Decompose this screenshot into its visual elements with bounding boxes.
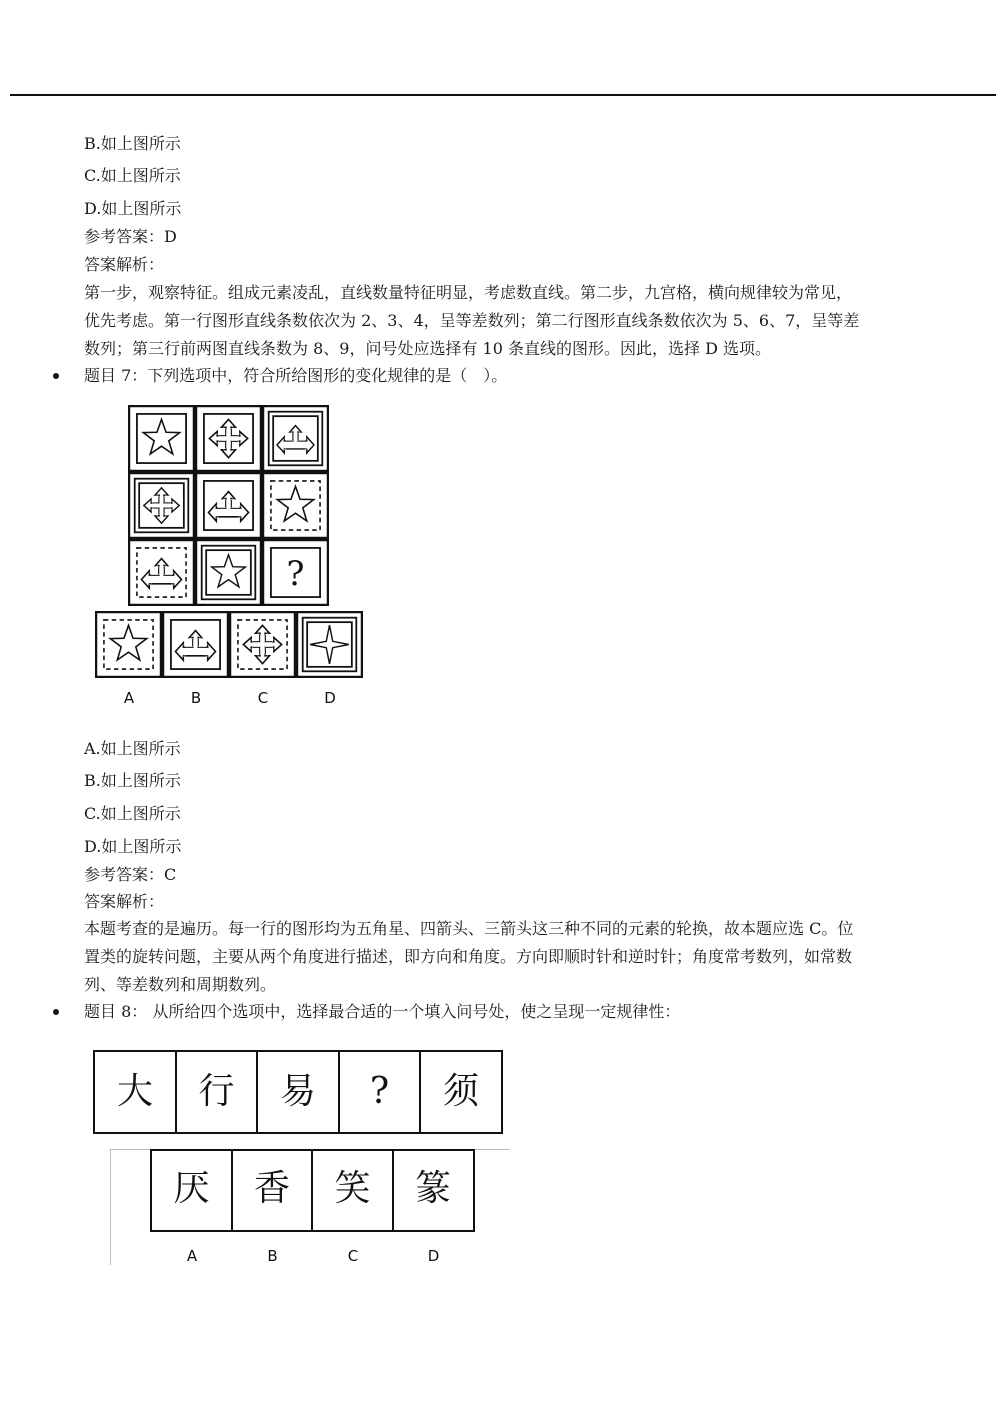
option-line: B.如上图所示 xyxy=(84,134,181,153)
answer-line: 参考答案：D xyxy=(84,227,177,246)
choice-char: 厌 xyxy=(173,1168,210,1209)
analysis-line: 优先考虑。第一行图形直线条数依次为 2、3、4，呈等差数列；第二行图形直线条数依次为 5、6、7，呈等差 xyxy=(84,311,860,330)
option-line: B.如上图所示 xyxy=(84,771,181,790)
question-8-figure xyxy=(90,1045,510,1270)
bullet xyxy=(53,1009,59,1015)
figure-cell xyxy=(128,539,195,606)
figure-cell xyxy=(296,611,363,678)
bullet xyxy=(53,373,59,379)
sequence-char: 行 xyxy=(198,1071,235,1112)
analysis-text xyxy=(84,279,944,363)
sequence-cell xyxy=(338,1050,422,1134)
figure-cell xyxy=(195,539,262,606)
sequence-cell xyxy=(256,1050,340,1134)
sequence-cell xyxy=(175,1050,259,1134)
choice-label-a: A xyxy=(123,689,135,707)
sequence-cell xyxy=(419,1050,503,1134)
sequence-char: 大 xyxy=(116,1071,153,1112)
figure-cell xyxy=(195,405,262,472)
option-line: D.如上图所示 xyxy=(84,199,182,218)
sequence-char: 须 xyxy=(442,1071,479,1112)
option-line: C.如上图所示 xyxy=(84,166,181,185)
analysis-label: 答案解析： xyxy=(84,255,165,274)
figure-cell xyxy=(262,539,329,606)
sequence-char: 易 xyxy=(279,1071,316,1112)
answer-line: 参考答案：C xyxy=(84,865,177,884)
figure-cell xyxy=(162,611,229,678)
option-line: D.如上图所示 xyxy=(84,837,182,856)
choice-label-b: B xyxy=(267,1247,278,1265)
sequence-cell xyxy=(93,1050,177,1134)
choice-label-c: C xyxy=(257,689,269,707)
choice-cell-a xyxy=(150,1149,233,1232)
choice-label-d: D xyxy=(427,1247,440,1265)
choice-char: 篆 xyxy=(414,1168,451,1209)
figure-divider xyxy=(110,1149,111,1265)
choice-cell-d xyxy=(392,1149,475,1232)
choice-char: 香 xyxy=(253,1168,290,1209)
analysis-label: 答案解析： xyxy=(84,892,165,911)
figure-cell xyxy=(195,472,262,539)
option-line: C.如上图所示 xyxy=(84,804,181,823)
analysis-text xyxy=(84,915,944,999)
choice-label-c: C xyxy=(347,1247,359,1265)
figure-cell xyxy=(229,611,296,678)
choice-char: 笑 xyxy=(334,1168,371,1209)
sequence-char: ? xyxy=(369,1071,390,1112)
option-line: A.如上图所示 xyxy=(84,739,181,758)
choice-label-a: A xyxy=(186,1247,198,1265)
question-mark: ? xyxy=(286,553,305,593)
figure-cell xyxy=(262,405,329,472)
figure-cell xyxy=(128,472,195,539)
question-7-figure xyxy=(95,405,365,710)
analysis-line: 列、等差数列和周期数列。 xyxy=(84,975,277,994)
analysis-line: 本题考查的是遍历。每一行的图形均为五角星、四箭头、三箭头这三种不同的元素的轮换，故本题应选 C。位 xyxy=(84,919,854,938)
question-7-title: 题目 7：下列选项中，符合所给图形的变化规律的是（ ）。 xyxy=(84,366,508,385)
analysis-line: 置类的旋转问题，主要从两个角度进行描述，即方向和角度。方向即顺时针和逆时针；角度常考数列，如常数 xyxy=(84,947,853,966)
analysis-line: 第一步，观察特征。组成元素凌乱，直线数量特征明显，考虑数直线。第二步，九宫格，横向规律较为常见， xyxy=(84,283,853,302)
choice-cell-b xyxy=(231,1149,314,1232)
header-rule xyxy=(10,94,996,96)
figure-cell xyxy=(95,611,162,678)
question-8-title: 题目 8： 从所给四个选项中，选择最合适的一个填入问号处，使之呈现一定规律性： xyxy=(84,1002,681,1021)
figure-cell xyxy=(262,472,329,539)
choice-cell-c xyxy=(311,1149,394,1232)
choice-label-b: B xyxy=(190,689,202,707)
analysis-line: 数列；第三行前两图直线条数为 8、9，问号处应选择有 10 条直线的图形。因此，选择 D 选项。 xyxy=(84,339,771,358)
figure-cell xyxy=(128,405,195,472)
choice-label-d: D xyxy=(324,689,336,707)
